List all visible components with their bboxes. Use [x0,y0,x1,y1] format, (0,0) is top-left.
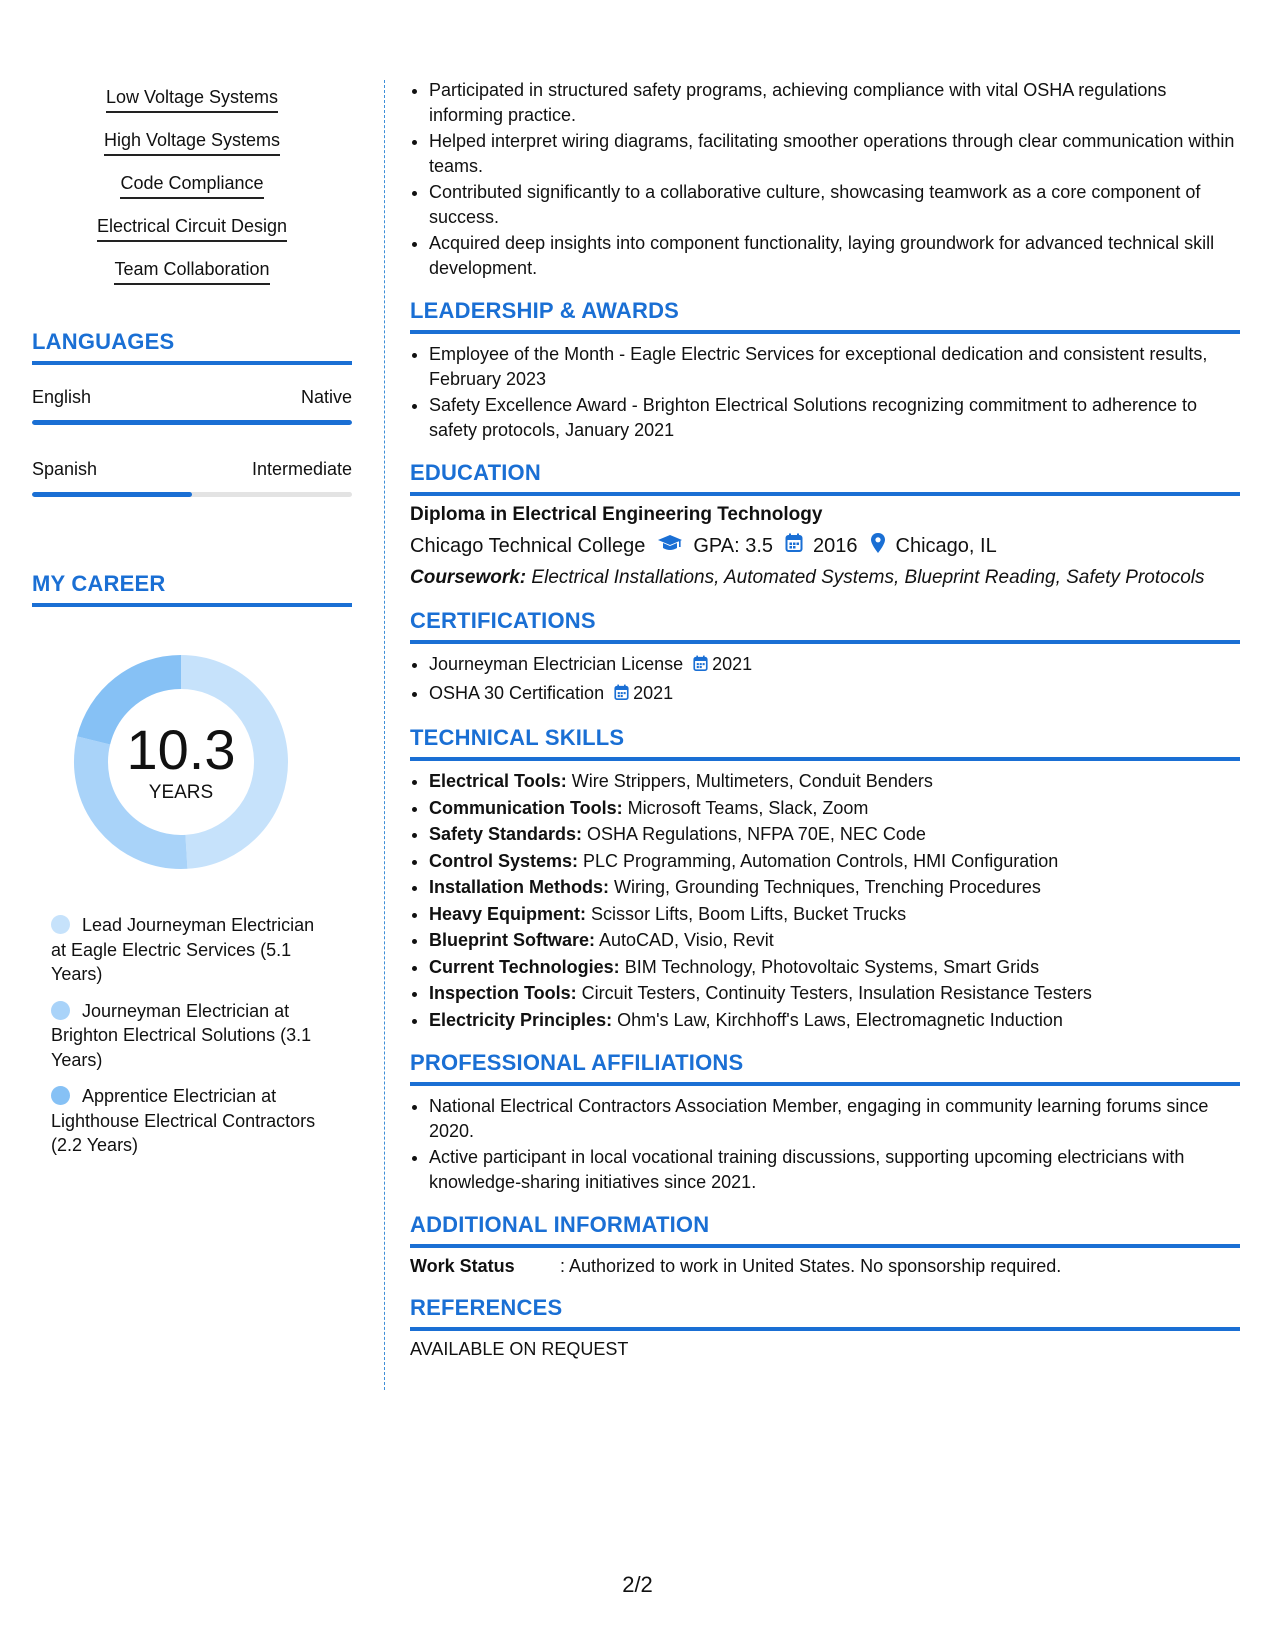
career-total: 10.3 [126,718,236,781]
tech-skill-item [429,796,1240,821]
work-status-label: Work Status [410,1256,515,1276]
location-pin-icon [870,532,886,560]
skill-tag: Electrical Circuit Design [97,215,287,242]
skill-tags [32,86,352,285]
certification-item [429,652,1240,679]
legend-dot [51,915,70,934]
skill-tag: Code Compliance [120,172,263,199]
career-role: Apprentice Electrician at Lighthouse Electrical Contractors (2.2 Years) [51,1086,316,1155]
legend-dot [51,1001,70,1020]
affiliations-list [410,1094,1240,1194]
language-level: Intermediate [251,459,352,479]
references-text: AVAILABLE ON REQUEST [410,1339,629,1359]
tech-skill-value: AutoCAD, Visio, Revit [595,930,774,950]
language-row [32,459,352,480]
experience-bullet: • Contributed significantly to a collaborative culture, showcasing teamwork as a core component of success. [429,180,1240,229]
education-year: 2016 [813,534,858,557]
language-name: English [32,387,92,407]
awards-title: LEADERSHIP & AWARDS [410,298,1240,334]
affiliations-title: PROFESSIONAL AFFILIATIONS [410,1050,1240,1086]
education-title: EDUCATION [410,460,1240,496]
career-role: Lead Journeyman Electrician at Eagle Electric Services (5.1 Years) [51,915,315,984]
skill-tag: Team Collaboration [114,258,269,285]
certifications-title: CERTIFICATIONS [410,608,1240,644]
language-bar-fill [32,420,352,425]
tech-skill-item [429,1008,1240,1033]
tech-skill-item [429,769,1240,794]
experience-bullet: • Helped interpret wiring diagrams, facilitating smoother operations through clear communication within teams. [429,129,1240,178]
tech-skill-value: Wiring, Grounding Techniques, Trenching Procedures [609,877,1041,897]
career-legend [51,913,331,1158]
education-school: Chicago Technical College [410,534,646,557]
tech-skill-item [429,849,1240,874]
experience-bullet: • Participated in structured safety programs, achieving compliance with vital OSHA regulations informing practice. [429,78,1240,127]
left-column [32,78,352,1170]
column-divider [384,80,385,1390]
experience-bullets [410,78,1240,280]
tech-skill-key: Electricity Principles: [429,1009,613,1030]
coursework-text: Electrical Installations, Automated Systems, Blueprint Reading, Safety Protocols [526,567,1205,588]
tech-skill-key: Safety Standards: [429,824,583,844]
additional-info-title: ADDITIONAL INFORMATION [410,1212,1240,1248]
tech-skill-item [429,822,1240,847]
career-section [32,571,352,1158]
certification-year: 2021 [712,654,753,674]
tech-skill-value: Circuit Testers, Continuity Testers, Insulation Resistance Testers [576,983,1092,1003]
career-donut [66,647,296,877]
donut-center [66,647,296,877]
work-status-value: : Authorized to work in United States. No sponsorship required. [560,1256,1062,1276]
tech-skill-key: Installation Methods: [429,877,609,897]
tech-skill-item [429,902,1240,927]
tech-skill-key: Electrical Tools: [429,771,567,791]
certification-name: Journeyman Electrician License [429,654,684,674]
tech-skill-key: Inspection Tools: [429,983,577,1003]
tech-skill-value: BIM Technology, Photovoltaic Systems, Smart Grids [619,956,1040,977]
right-column [410,78,1240,1360]
education-gpa: GPA: 3.5 [693,534,774,557]
career-item [51,999,331,1073]
language-row [32,387,352,408]
language-name: Spanish [32,459,98,479]
languages-section [32,329,352,497]
technical-skills-list [410,769,1240,1032]
experience-bullet: • Acquired deep insights into component functionality, laying groundwork for advanced technical skill development. [429,231,1240,280]
tech-skill-key: Blueprint Software: [429,930,596,950]
tech-skill-item [429,981,1240,1006]
language-bar [32,420,352,425]
certifications-list [410,652,1240,707]
tech-skill-item [429,928,1240,953]
award-item: • Safety Excellence Award - Brighton Electrical Solutions recognizing commitment to adherence to safety protocols, January 2021 [429,393,1240,442]
education-location: Chicago, IL [895,534,997,557]
technical-skills-title: TECHNICAL SKILLS [410,725,1240,761]
graduation-cap-icon [657,534,683,558]
calendar-icon [785,533,803,559]
certification-item [429,681,1240,708]
career-role: Journeyman Electrician at Brighton Electrical Solutions (3.1 Years) [51,1000,312,1070]
awards-list [410,342,1240,442]
certification-year: 2021 [633,682,674,703]
tech-skill-item [429,955,1240,980]
affiliation-item: • Active participant in local vocational training discussions, supporting upcoming electricians with knowledge-sharing initiatives since 2021. [429,1145,1240,1194]
award-item: • Employee of the Month - Eagle Electric Services for exceptional dedication and consistent results, February 2023 [429,342,1240,391]
affiliation-item: • National Electrical Contractors Association Member, engaging in community learning forums since 2020. [429,1094,1240,1143]
tech-skill-value: OSHA Regulations, NFPA 70E, NEC Code [582,824,926,844]
language-bar [32,492,352,497]
education-details [410,532,1240,560]
skill-tag: High Voltage Systems [104,129,280,156]
tech-skill-key: Communication Tools: [429,797,623,818]
calendar-icon [614,683,629,708]
tech-skill-value: Wire Strippers, Multimeters, Conduit Benders [566,771,933,791]
tech-skill-value: Ohm's Law, Kirchhoff's Laws, Electromagnetic Induction [612,1009,1063,1030]
tech-skill-value: Microsoft Teams, Slack, Zoom [622,797,869,818]
page-number: 2/2 [622,1572,653,1597]
career-title: MY CAREER [32,571,352,607]
skill-tag: Low Voltage Systems [106,86,278,113]
tech-skill-key: Current Technologies: [429,956,620,977]
references-title: REFERENCES [410,1295,1240,1331]
tech-skill-key: Heavy Equipment: [429,903,587,924]
coursework-label: Coursework: [410,567,527,588]
career-item [51,913,331,987]
tech-skill-value: Scissor Lifts, Boom Lifts, Bucket Trucks [586,903,907,924]
education-coursework [410,566,1240,590]
career-item [51,1084,331,1158]
language-bar-fill [32,492,192,497]
tech-skill-value: PLC Programming, Automation Controls, HMI Configuration [578,850,1059,871]
education-degree: Diploma in Electrical Engineering Technology [410,504,823,525]
language-level: Native [300,387,352,407]
calendar-icon [693,654,708,679]
work-status-row [410,1256,1240,1277]
tech-skill-key: Control Systems: [429,850,579,871]
legend-dot [51,1086,70,1105]
career-unit: YEARS [148,782,214,803]
certification-name: OSHA 30 Certification [429,682,605,703]
languages-title: LANGUAGES [32,329,352,365]
tech-skill-item [429,875,1240,900]
